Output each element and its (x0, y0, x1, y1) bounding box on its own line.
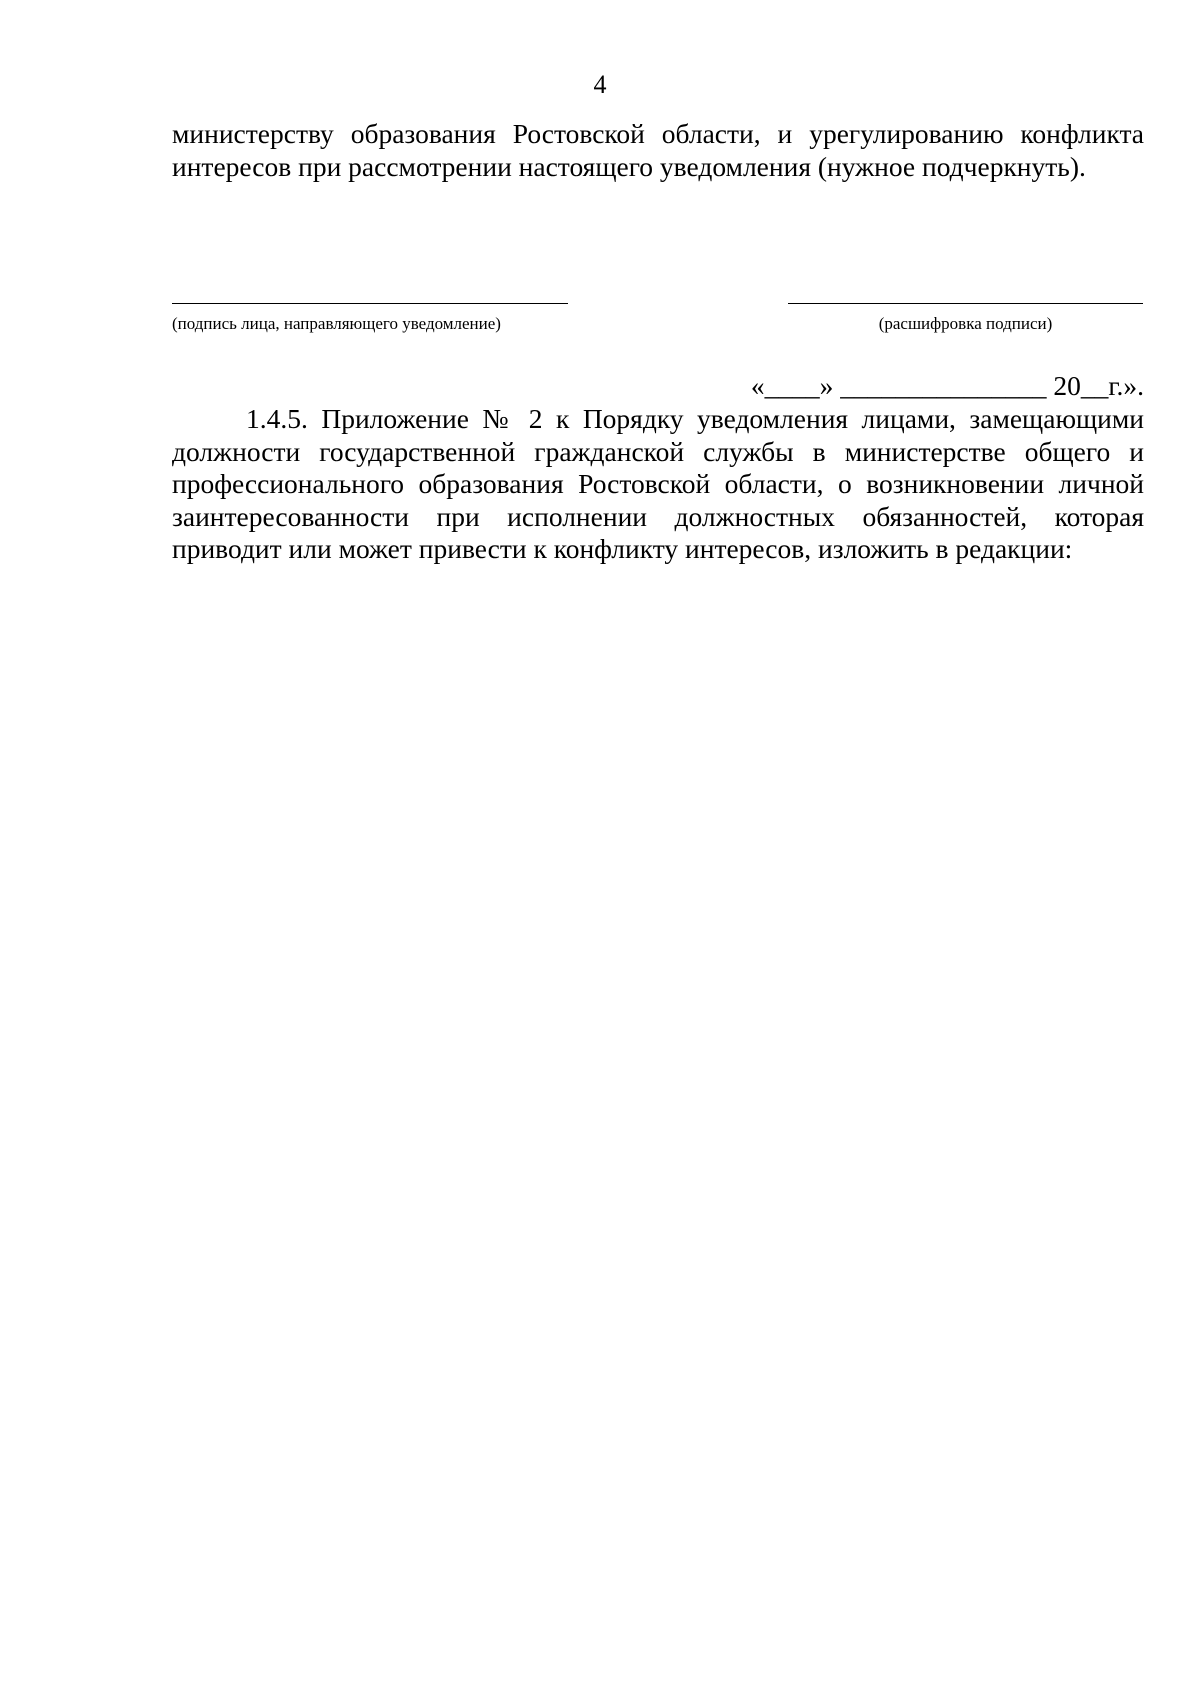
page-number: 4 (593, 70, 607, 99)
signature-decoding-line (788, 303, 1143, 304)
signature-decoding-caption: (расшифровка подписи) (878, 314, 1053, 333)
paragraph-1-4-5: 1.4.5. Приложение № 2 к Порядку уведомления лицами, замещающими должности государственной гражданской службы в министерстве общего и профессионального образования Ростовской области, о возникновении личной заинтересованности при исполнении должностных обязанностей, которая приводит или может привести к конфликту интересов, изложить в редакции: (172, 403, 1144, 565)
signature-caption: (подпись лица, направляющего уведомление) (172, 314, 501, 333)
paragraph-continuation: министерству образования Ростовской области, и урегулированию конфликта интересов при рассмотрении настоящего уведомления (нужное подчеркнуть). (172, 118, 1144, 182)
date-line: «____» _______________ 20__г.». (750, 370, 1144, 401)
signature-line (172, 303, 568, 304)
